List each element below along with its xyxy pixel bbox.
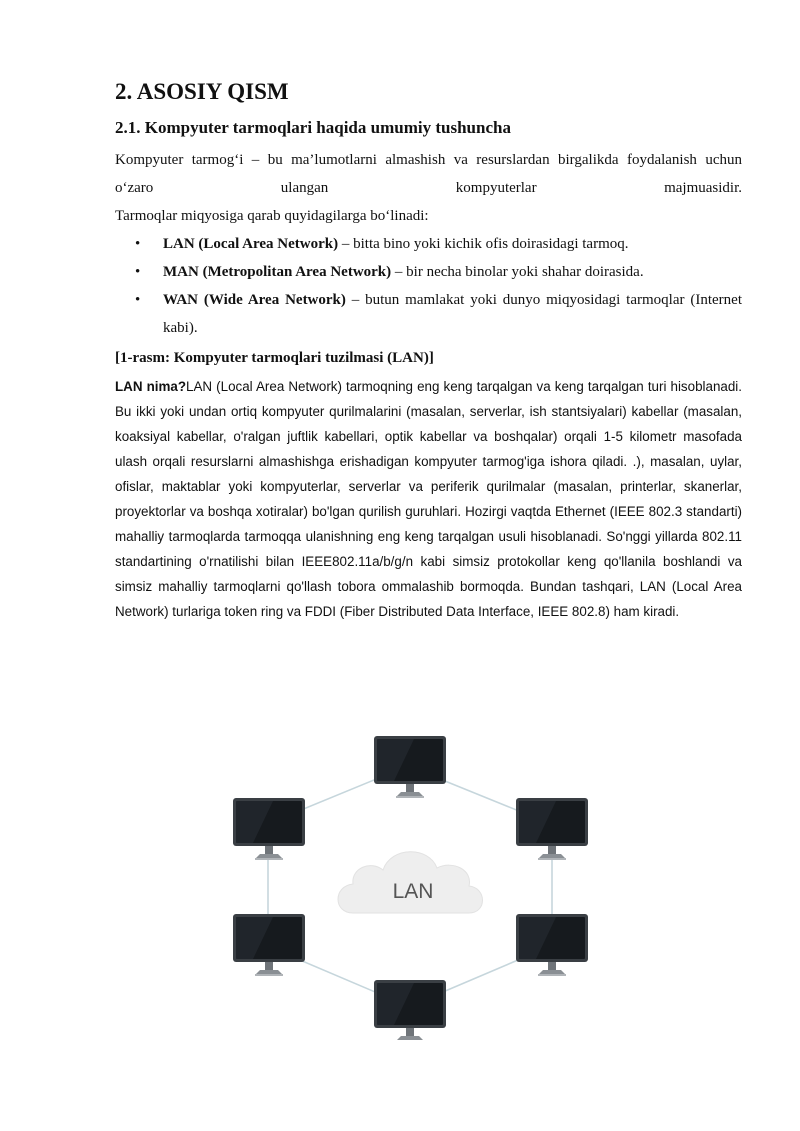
monitor-icon — [516, 798, 588, 860]
network-type-name: MAN (Metropolitan Area Network) — [163, 264, 392, 280]
intro-paragraph-line2-text: o‘zaro ulangan kompyuterlar majmuasidir. — [115, 180, 742, 196]
monitor-icon — [374, 736, 446, 798]
intro-paragraph-line1: Kompyuter tarmog‘i – bu ma’lumotlarni almashish va resurslardan birgalikda foydalanish uchun — [115, 152, 742, 168]
network-types-list — [115, 230, 742, 342]
monitor-icon — [233, 798, 305, 860]
bullet-icon: • — [135, 292, 141, 308]
cloud-icon — [338, 852, 483, 913]
lan-paragraph-text: LAN (Local Area Network) tarmoqning eng keng tarqalgan va keng tarqalgan turi hisoblanadi. Bu ikki yoki undan ortiq kompyuter qurilmalarini (masalan, serverlar, ish stantsiyalari) kabellar (masalan, koaksiyal kabellar, o'ralgan juftlik kabellari, optik kabellar va boshqalar) orqali 1-5 kilometr masofada ulash orqali resurslarni almashishga erishadigan kompyuter tarmog'iga ishora qiladi. .), masalan, uylar, ofislar, maktablar yoki kompyuterlar, serverlar va periferik qurilmalar (masalan, printerlar, skanerlar, proyektorlar va boshqa xotiralar) bo'lgan qurilish guruhlari. Hozirgi vaqtda Ethernet (IEEE 802.3 standarti) mahalliy tarmoqlarda tarmoqqa ulanishning eng keng tarqalgan usuli hisoblanadi. So'nggi yillarda 802.11 standartining o'rnatilishi bilan IEEE802.11a/b/g/n kabi simsiz protokollar keng qo'llanila boshlandi va simsiz mahalliy tarmoqlarni qo'llash tobora ommalashib bormoqda. Bundan tashqari, LAN (Local Area Network) turlariga token ring va FDDI (Fiber Distributed Data Interface, IEEE 802.8) ham kiradi. — [115, 379, 742, 619]
network-type-name: WAN (Wide Area Network) — [163, 292, 346, 308]
monitor-icon — [233, 914, 305, 976]
monitor-icon — [516, 914, 588, 976]
subsection-title: 2.1. Kompyuter tarmoqlari haqida umumiy tushuncha — [115, 118, 511, 137]
list-item — [115, 258, 742, 286]
section-title: 2. ASOSIY QISM — [115, 79, 289, 104]
lan-paragraph — [115, 374, 742, 624]
list-item — [115, 286, 742, 342]
lan-network-diagram — [225, 728, 595, 1040]
network-type-name: LAN (Local Area Network) — [163, 236, 339, 252]
figure-caption: [1-rasm: Kompyuter tarmoqlari tuzilmasi (LAN)] — [115, 350, 434, 366]
cloud-label: LAN — [392, 880, 434, 903]
lan-heading: LAN nima? — [115, 379, 187, 394]
network-type-description: – butun mamlakat yoki dunyo miqyosidagi tarmoqlar (Internet kabi). — [163, 292, 742, 336]
network-type-description: – bitta bino yoki kichik ofis doirasidagi tarmoq. — [338, 236, 629, 252]
monitor-icon — [374, 980, 446, 1040]
bullet-icon: • — [135, 236, 141, 252]
intro-paragraph-line2 — [115, 174, 742, 202]
list-item — [115, 230, 742, 258]
page-content — [115, 70, 742, 624]
types-intro: Tarmoqlar miqyosiga qarab quyidagilarga bo‘linadi: — [115, 208, 429, 224]
network-type-description: – bir necha binolar yoki shahar doirasida. — [391, 264, 644, 280]
bullet-icon: • — [135, 264, 141, 280]
